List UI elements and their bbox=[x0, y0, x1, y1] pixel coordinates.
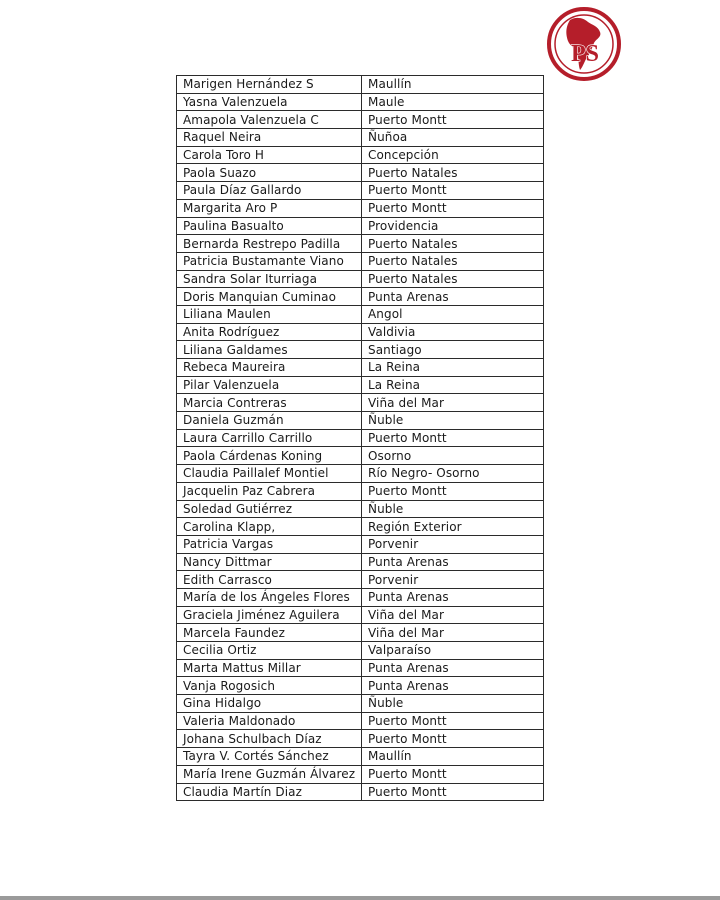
table-row bbox=[177, 571, 544, 589]
location-cell: Puerto Montt bbox=[362, 199, 544, 217]
table-row bbox=[177, 146, 544, 164]
name-cell: Claudia Paillalef Montiel bbox=[177, 465, 362, 483]
logo-text: PS bbox=[570, 41, 600, 67]
name-cell: Johana Schulbach Díaz bbox=[177, 730, 362, 748]
table-row bbox=[177, 748, 544, 766]
location-cell: Puerto Natales bbox=[362, 164, 544, 182]
table-row bbox=[177, 447, 544, 465]
location-cell: Porvenir bbox=[362, 571, 544, 589]
name-cell: Vanja Rogosich bbox=[177, 677, 362, 695]
table-row bbox=[177, 182, 544, 200]
location-cell: Viña del Mar bbox=[362, 606, 544, 624]
name-cell: Sandra Solar Iturriaga bbox=[177, 270, 362, 288]
location-cell: Puerto Natales bbox=[362, 252, 544, 270]
table-row bbox=[177, 518, 544, 536]
name-cell: Soledad Gutiérrez bbox=[177, 500, 362, 518]
name-cell: Patricia Vargas bbox=[177, 535, 362, 553]
location-cell: La Reina bbox=[362, 376, 544, 394]
party-logo-map-icon bbox=[546, 6, 622, 82]
location-cell: Ñuble bbox=[362, 695, 544, 713]
location-cell: Punta Arenas bbox=[362, 553, 544, 571]
name-cell: Patricia Bustamante Viano bbox=[177, 252, 362, 270]
location-cell: La Reina bbox=[362, 359, 544, 377]
location-cell: Punta Arenas bbox=[362, 588, 544, 606]
table-row bbox=[177, 535, 544, 553]
location-cell: Puerto Natales bbox=[362, 270, 544, 288]
table-row bbox=[177, 93, 544, 111]
table-row bbox=[177, 288, 544, 306]
name-cell: Marigen Hernández S bbox=[177, 76, 362, 94]
name-cell: Raquel Neira bbox=[177, 129, 362, 147]
location-cell: Maullín bbox=[362, 748, 544, 766]
name-cell: Paulina Basualto bbox=[177, 217, 362, 235]
table-row bbox=[177, 606, 544, 624]
name-cell: María Irene Guzmán Álvarez bbox=[177, 765, 362, 783]
location-cell: Puerto Montt bbox=[362, 730, 544, 748]
table-row bbox=[177, 624, 544, 642]
table-row bbox=[177, 235, 544, 253]
location-cell: Punta Arenas bbox=[362, 659, 544, 677]
location-cell: Puerto Montt bbox=[362, 111, 544, 129]
location-cell: Puerto Montt bbox=[362, 429, 544, 447]
table-row bbox=[177, 677, 544, 695]
name-cell: Cecilia Ortiz bbox=[177, 642, 362, 660]
location-cell: Osorno bbox=[362, 447, 544, 465]
location-cell: Puerto Montt bbox=[362, 712, 544, 730]
table-row bbox=[177, 376, 544, 394]
table-row bbox=[177, 341, 544, 359]
table-row bbox=[177, 199, 544, 217]
name-cell: Margarita Aro P bbox=[177, 199, 362, 217]
location-cell: Porvenir bbox=[362, 535, 544, 553]
roster-table-body bbox=[177, 76, 544, 801]
location-cell: Valparaíso bbox=[362, 642, 544, 660]
name-cell: Valeria Maldonado bbox=[177, 712, 362, 730]
location-cell: Providencia bbox=[362, 217, 544, 235]
table-row bbox=[177, 642, 544, 660]
name-cell: Paula Díaz Gallardo bbox=[177, 182, 362, 200]
name-cell: Doris Manquian Cuminao bbox=[177, 288, 362, 306]
table-row bbox=[177, 359, 544, 377]
name-cell: Gina Hidalgo bbox=[177, 695, 362, 713]
location-cell: Viña del Mar bbox=[362, 624, 544, 642]
table-row bbox=[177, 588, 544, 606]
name-cell: Carolina Klapp, bbox=[177, 518, 362, 536]
table-row bbox=[177, 429, 544, 447]
table-row bbox=[177, 76, 544, 94]
table-row bbox=[177, 695, 544, 713]
table-row bbox=[177, 217, 544, 235]
location-cell: Maule bbox=[362, 93, 544, 111]
name-cell: Yasna Valenzuela bbox=[177, 93, 362, 111]
name-cell: Paola Cárdenas Koning bbox=[177, 447, 362, 465]
name-cell: Liliana Maulen bbox=[177, 305, 362, 323]
table-row bbox=[177, 783, 544, 801]
location-cell: Punta Arenas bbox=[362, 677, 544, 695]
location-cell: Punta Arenas bbox=[362, 288, 544, 306]
table-row bbox=[177, 482, 544, 500]
location-cell: Maullín bbox=[362, 76, 544, 94]
location-cell: Puerto Natales bbox=[362, 235, 544, 253]
name-cell: Graciela Jiménez Aguilera bbox=[177, 606, 362, 624]
name-cell: Marcela Faundez bbox=[177, 624, 362, 642]
name-cell: Daniela Guzmán bbox=[177, 412, 362, 430]
table-row bbox=[177, 252, 544, 270]
name-cell: Edith Carrasco bbox=[177, 571, 362, 589]
location-cell: Puerto Montt bbox=[362, 783, 544, 801]
table-row bbox=[177, 270, 544, 288]
table-row bbox=[177, 164, 544, 182]
table-row bbox=[177, 394, 544, 412]
name-cell: Jacquelin Paz Cabrera bbox=[177, 482, 362, 500]
name-cell: Marcia Contreras bbox=[177, 394, 362, 412]
location-cell: Región Exterior bbox=[362, 518, 544, 536]
location-cell: Puerto Montt bbox=[362, 182, 544, 200]
name-cell: Laura Carrillo Carrillo bbox=[177, 429, 362, 447]
table-row bbox=[177, 465, 544, 483]
table-row bbox=[177, 730, 544, 748]
name-cell: Anita Rodríguez bbox=[177, 323, 362, 341]
name-cell: María de los Ángeles Flores bbox=[177, 588, 362, 606]
location-cell: Concepción bbox=[362, 146, 544, 164]
bottom-edge-bar bbox=[0, 896, 720, 900]
roster-table bbox=[176, 75, 544, 801]
location-cell: Angol bbox=[362, 305, 544, 323]
location-cell: Ñuñoa bbox=[362, 129, 544, 147]
table-row bbox=[177, 111, 544, 129]
location-cell: Río Negro- Osorno bbox=[362, 465, 544, 483]
table-row bbox=[177, 712, 544, 730]
location-cell: Viña del Mar bbox=[362, 394, 544, 412]
name-cell: Rebeca Maureira bbox=[177, 359, 362, 377]
table-row bbox=[177, 553, 544, 571]
table-row bbox=[177, 129, 544, 147]
location-cell: Puerto Montt bbox=[362, 482, 544, 500]
location-cell: Santiago bbox=[362, 341, 544, 359]
name-cell: Pilar Valenzuela bbox=[177, 376, 362, 394]
name-cell: Bernarda Restrepo Padilla bbox=[177, 235, 362, 253]
name-cell: Claudia Martín Diaz bbox=[177, 783, 362, 801]
location-cell: Ñuble bbox=[362, 500, 544, 518]
table-row bbox=[177, 412, 544, 430]
table-row bbox=[177, 323, 544, 341]
table-row bbox=[177, 305, 544, 323]
name-cell: Tayra V. Cortés Sánchez bbox=[177, 748, 362, 766]
table-row bbox=[177, 765, 544, 783]
location-cell: Valdivia bbox=[362, 323, 544, 341]
name-cell: Amapola Valenzuela C bbox=[177, 111, 362, 129]
location-cell: Ñuble bbox=[362, 412, 544, 430]
name-cell: Paola Suazo bbox=[177, 164, 362, 182]
name-cell: Nancy Dittmar bbox=[177, 553, 362, 571]
location-cell: Puerto Montt bbox=[362, 765, 544, 783]
name-cell: Marta Mattus Millar bbox=[177, 659, 362, 677]
table-row bbox=[177, 500, 544, 518]
name-cell: Liliana Galdames bbox=[177, 341, 362, 359]
name-cell: Carola Toro H bbox=[177, 146, 362, 164]
table-row bbox=[177, 659, 544, 677]
